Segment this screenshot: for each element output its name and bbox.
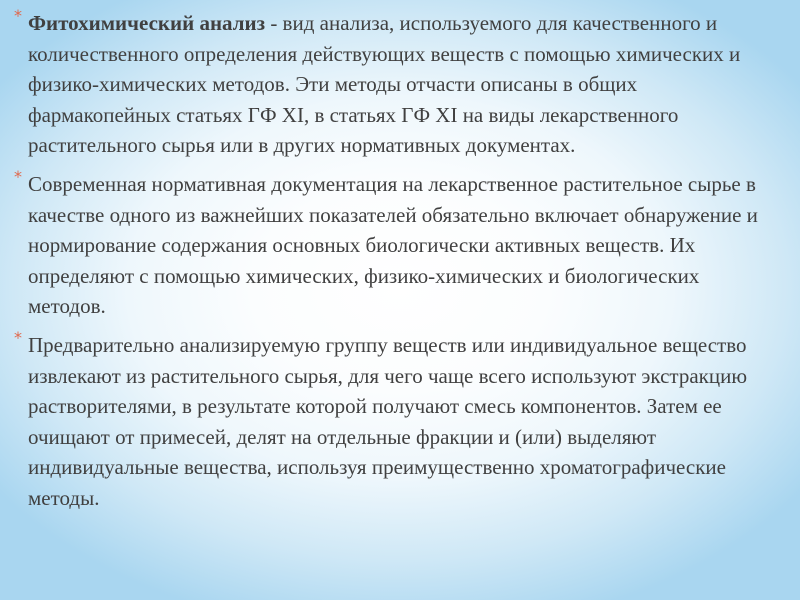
paragraph-text: - вид анализа, используемого для качественного и количественного определения действующих веществ с помощью химических и физико-химических методов. Эти методы отчасти описаны в общих фармакопейных статьях ГФ XI, в статьях ГФ XI на виды лекарственного растительного сырья или в других нормативных документах. (28, 11, 741, 158)
asterisk-bullet-icon: * (14, 6, 22, 25)
paragraph-text: Современная нормативная документация на лекарственное растительное сырье в качестве одного из важнейших показателей обязательно включает обнаружение и нормирование содержания основных биологически активных веществ. Их определяют с помощью химических, физико-химических и биологических методов. (28, 171, 758, 319)
paragraph-normative-documentation (10, 166, 780, 322)
paragraph-extraction (10, 327, 780, 514)
asterisk-bullet-icon: * (14, 166, 22, 186)
term-bold: Фитохимический анализ (28, 11, 266, 35)
paragraph-phytochemical-analysis (10, 8, 780, 161)
slide-body (10, 8, 780, 522)
paragraph-text: Предварительно анализируемую группу веществ или индивидуальное вещество извлекают из растительного сырья, для чего чаще всего используют экстракцию растворителями, в результате которой получают смесь компонентов. Затем ее очищают от примесей, делят на отдельные фракции и (или) выделяют индивидуальные вещества, используя преимущественно хроматографические методы. (28, 332, 748, 510)
asterisk-bullet-icon: * (14, 327, 22, 347)
